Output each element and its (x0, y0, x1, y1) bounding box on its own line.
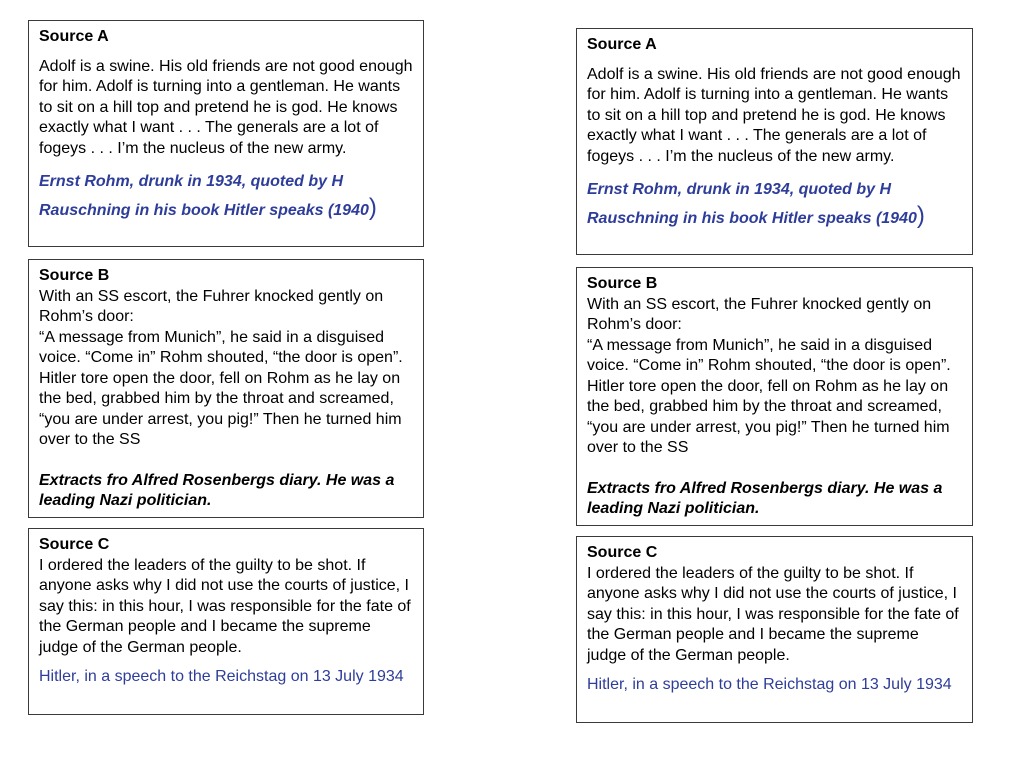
source-b-heading: Source B (39, 267, 110, 284)
source-c-attribution: Hitler, in a speech to the Reichstag on 13 July 1934 (39, 668, 404, 685)
source-a-card-left (28, 20, 424, 247)
source-a-attribution-text: Ernst Rohm, drunk in 1934, quoted by H Rauschning in his book Hitler speaks (1940 (587, 181, 917, 227)
source-a-attribution-paren: ) (368, 193, 377, 221)
source-a-heading: Source A (587, 36, 657, 53)
source-b-attribution: Extracts fro Alfred Rosenbergs diary. He was a leading Nazi politician. (39, 471, 395, 509)
source-b-body-intro: With an SS escort, the Fuhrer knocked gently on Rohm’s door: (587, 295, 932, 333)
source-c-attribution: Hitler, in a speech to the Reichstag on 13 July 1934 (587, 676, 952, 693)
source-c-heading: Source C (587, 544, 658, 561)
source-a-attribution-paren: ) (916, 201, 925, 229)
source-c-card-left (28, 528, 424, 715)
source-b-attribution: Extracts fro Alfred Rosenbergs diary. He was a leading Nazi politician. (587, 479, 943, 517)
source-a-body: Adolf is a swine. His old friends are not good enough for him. Adolf is turning into a gentleman. He wants to sit on a hill top and pretend he is god. He knows exactly what I want . . . The generals are a lot of fogeys . . . I’m the nucleus of the new army. (39, 57, 413, 157)
source-a-attribution (587, 176, 962, 233)
source-c-body: I ordered the leaders of the guilty to be shot. If anyone asks why I did not use the courts of justice, I say this: in this hour, I was responsible for the fate of the German people and I became the supreme judge of the German people. (587, 564, 959, 664)
source-a-body: Adolf is a swine. His old friends are not good enough for him. Adolf is turning into a gentleman. He wants to sit on a hill top and pretend he is god. He knows exactly what I want . . . The generals are a lot of fogeys . . . I’m the nucleus of the new army. (587, 65, 961, 165)
source-b-card-left (28, 259, 424, 518)
source-b-heading: Source B (587, 275, 658, 292)
source-c-body: I ordered the leaders of the guilty to be shot. If anyone asks why I did not use the courts of justice, I say this: in this hour, I was responsible for the fate of the German people and I became the supreme judge of the German people. (39, 556, 411, 656)
source-b-body: “A message from Munich”, he said in a disguised voice. “Come in” Rohm shouted, “the door is open”. Hitler tore open the door, fell on Rohm as he lay on the bed, grabbed him by the throat and screamed, “you are under arrest, you pig!” Then he turned him over to the SS (39, 328, 403, 448)
source-c-card-right (576, 536, 973, 723)
source-a-attribution-text: Ernst Rohm, drunk in 1934, quoted by H Rauschning in his book Hitler speaks (1940 (39, 173, 369, 219)
source-b-body: “A message from Munich”, he said in a disguised voice. “Come in” Rohm shouted, “the door is open”. Hitler tore open the door, fell on Rohm as he lay on the bed, grabbed him by the throat and screamed, “you are under arrest, you pig!” Then he turned him over to the SS (587, 336, 951, 456)
source-a-attribution (39, 168, 413, 225)
source-a-card-right (576, 28, 973, 255)
source-b-card-right (576, 267, 973, 526)
source-a-heading: Source A (39, 28, 109, 45)
source-c-heading: Source C (39, 536, 110, 553)
source-b-body-intro: With an SS escort, the Fuhrer knocked gently on Rohm’s door: (39, 287, 384, 325)
